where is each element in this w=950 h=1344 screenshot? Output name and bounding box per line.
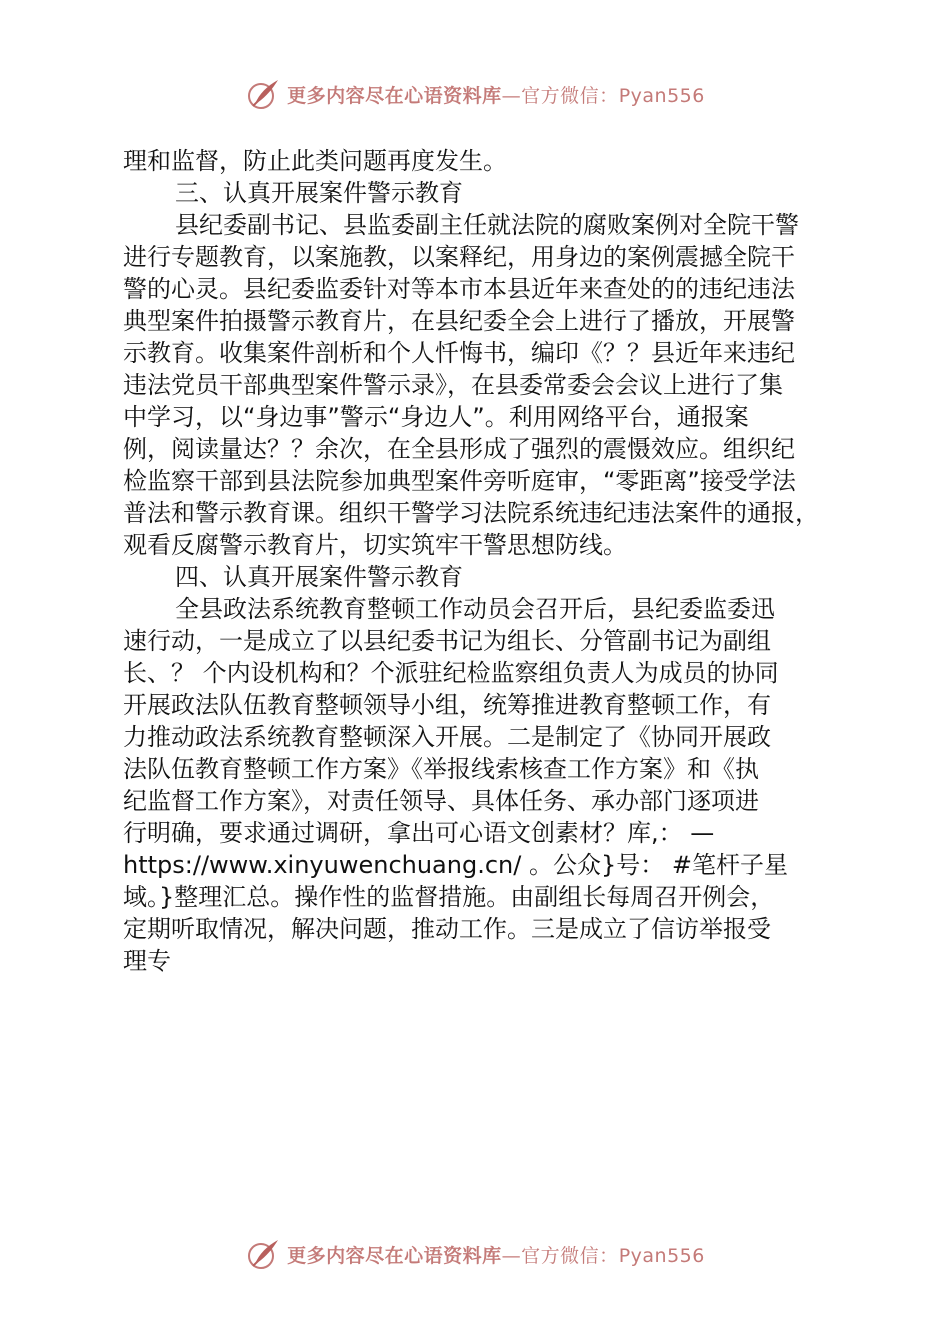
text-line: 示教育。收集案件剖析和个人忏悔书，编印《？？县近年来违纪	[123, 339, 795, 367]
section-heading: 四、认真开展案件警示教育	[175, 563, 463, 591]
watermark-text	[287, 81, 705, 108]
text-line: 警的心灵。县纪委监委针对等本市本县近年来查处的的违纪违法	[123, 275, 795, 303]
section-heading: 三、认真开展案件警示教育	[175, 179, 463, 207]
text-line: 进行专题教育，以案施教，以案释纪，用身边的案例震撼全院干	[123, 243, 795, 271]
header-watermark	[0, 74, 950, 114]
watermark-dash: —	[501, 1244, 522, 1267]
text-line: 域。}整理汇总。操作性的监督措施。由副组长每周召开例会，	[123, 883, 775, 911]
watermark-wechat-id: Pyan556	[618, 84, 705, 107]
quill-pen-logo-icon	[245, 76, 281, 112]
watermark-wechat-id: Pyan556	[618, 1244, 705, 1267]
text-line: 行明确，要求通过调研，拿出可心语文创素材？库,： —	[123, 819, 715, 847]
text-line: 理和监督，防止此类问题再度发生。	[123, 147, 507, 175]
watermark-main-text: 更多内容尽在心语资料库	[287, 1244, 502, 1267]
watermark-dash: —	[501, 84, 522, 107]
text-line: https://www.xinyuwenchuang.cn/ 。公众}号： #笔杆子星	[123, 851, 788, 879]
text-line: 法队伍教育整顿工作方案》《举报线索核查工作方案》和《执	[123, 755, 759, 783]
text-line: 速行动，一是成立了以县纪委书记为组长、分管副书记为副组	[123, 627, 771, 655]
text-line: 中学习，以“身边事”警示“身边人”。利用网络平台，通报案	[123, 403, 749, 431]
text-line: 检监察干部到县法院参加典型案件旁听庭审，“零距离”接受学法	[123, 467, 796, 495]
text-line: 纪监督工作方案》，对责任领导、具体任务、承办部门逐项进	[123, 787, 759, 815]
text-line: 力推动政法系统教育整顿深入开展。二是制定了《协同开展政	[123, 723, 771, 751]
document-body	[123, 145, 831, 977]
watermark-wechat-label: 官方微信：	[521, 1244, 619, 1267]
text-line: 开展政法队伍教育整顿领导小组，统筹推进教育整顿工作，有	[123, 691, 771, 719]
footer-watermark	[0, 1234, 950, 1274]
text-line: 全县政法系统教育整顿工作动员会召开后，县纪委监委迅	[175, 595, 775, 623]
text-line: 违法党员干部典型案件警示录》，在县委常委会会议上进行了集	[123, 371, 783, 399]
text-line: 长、？ 个内设机构和？个派驻纪检监察组负责人为成员的协同	[123, 659, 779, 687]
quill-pen-logo-icon	[245, 1236, 281, 1272]
text-line: 普法和警示教育课。组织干警学习法院系统违纪违法案件的通报，	[123, 499, 819, 527]
text-line: 县纪委副书记、县监委副主任就法院的腐败案例对全院干警	[175, 211, 799, 239]
watermark-text	[287, 1241, 705, 1268]
watermark-main-text: 更多内容尽在心语资料库	[287, 84, 502, 107]
text-line: 观看反腐警示教育片，切实筑牢干警思想防线。	[123, 531, 627, 559]
text-line: 理专	[123, 947, 171, 975]
text-line: 典型案件拍摄警示教育片，在县纪委全会上进行了播放，开展警	[123, 307, 795, 335]
text-line: 定期听取情况，解决问题，推动工作。三是成立了信访举报受	[123, 915, 771, 943]
watermark-wechat-label: 官方微信：	[521, 84, 619, 107]
text-line: 例，阅读量达？？余次，在全县形成了强烈的震慑效应。组织纪	[123, 435, 795, 463]
